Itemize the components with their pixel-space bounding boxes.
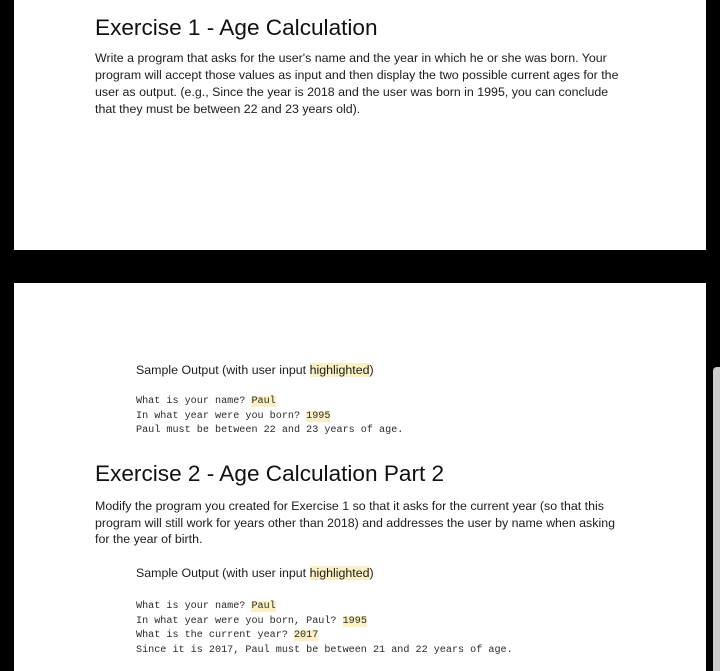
code-line	[136, 629, 513, 644]
code-output-text: Since it is 2017, Paul must be between 21 and 22 years of age.	[136, 644, 513, 656]
user-input-highlight: 1995	[342, 615, 367, 627]
code-output-text: What is your name?	[136, 396, 252, 407]
sample-label-text: Sample Output (with user input	[136, 363, 310, 377]
exercise-2-sample-output-label	[136, 565, 374, 582]
exercise-2-title: Exercise 2 - Age Calculation Part 2	[95, 461, 445, 486]
sample-label-text: )	[369, 363, 374, 377]
user-input-highlight: Paul	[251, 601, 276, 612]
code-output-text: In what year were you born, Paul?	[136, 615, 343, 627]
description-line: for the year of birth.	[95, 532, 203, 547]
document-page-2	[14, 283, 706, 671]
code-output-text: Paul must be between 22 and 23 years of age.	[136, 425, 404, 437]
code-output-text: In what year were you born?	[136, 410, 307, 422]
user-input-highlight: 1995	[306, 410, 331, 422]
description-line: user as output. (e.g., Since the year is 2018 and the user was born in 1995, you can conclude	[95, 85, 609, 99]
code-line	[136, 410, 403, 425]
description-line: Modify the program you created for Exercise 1 so that it asks for the current year (so that this	[95, 499, 604, 513]
description-line: that they must be between 22 and 23 years old).	[95, 102, 361, 116]
exercise-1-description	[95, 50, 618, 118]
sample-label-text: )	[369, 566, 374, 580]
code-line	[136, 615, 513, 630]
exercise-2-description	[95, 498, 615, 548]
sample-label-text: Sample Output (with user input	[136, 566, 310, 580]
code-output-text: What is your name?	[136, 601, 252, 612]
user-input-highlight: Paul	[251, 396, 276, 407]
exercise-2-sample-output-code	[136, 600, 513, 658]
code-line	[136, 600, 513, 615]
code-line	[136, 644, 513, 659]
exercise-1-title: Exercise 1 - Age Calculation	[95, 15, 378, 40]
exercise-1-sample-output-code	[136, 395, 403, 439]
scrollbar-thumb[interactable]	[713, 367, 720, 671]
description-line: Write a program that asks for the user's name and the year in which he or she was born. Your	[95, 51, 607, 65]
description-line: program will still work for years other than 2018) and addresses the user by name when asking	[95, 515, 615, 530]
code-line	[136, 424, 403, 439]
description-line: program will accept those values as input and then display the two possible current ages for the	[95, 68, 619, 82]
user-input-highlight: 2017	[293, 630, 319, 642]
exercise-1-sample-output-label	[136, 362, 374, 379]
sample-label-highlight: highlighted	[309, 566, 370, 580]
code-line	[136, 395, 403, 410]
document-page-1	[14, 0, 706, 250]
sample-label-highlight: highlighted	[309, 363, 370, 377]
code-output-text: What is the current year?	[136, 630, 294, 642]
